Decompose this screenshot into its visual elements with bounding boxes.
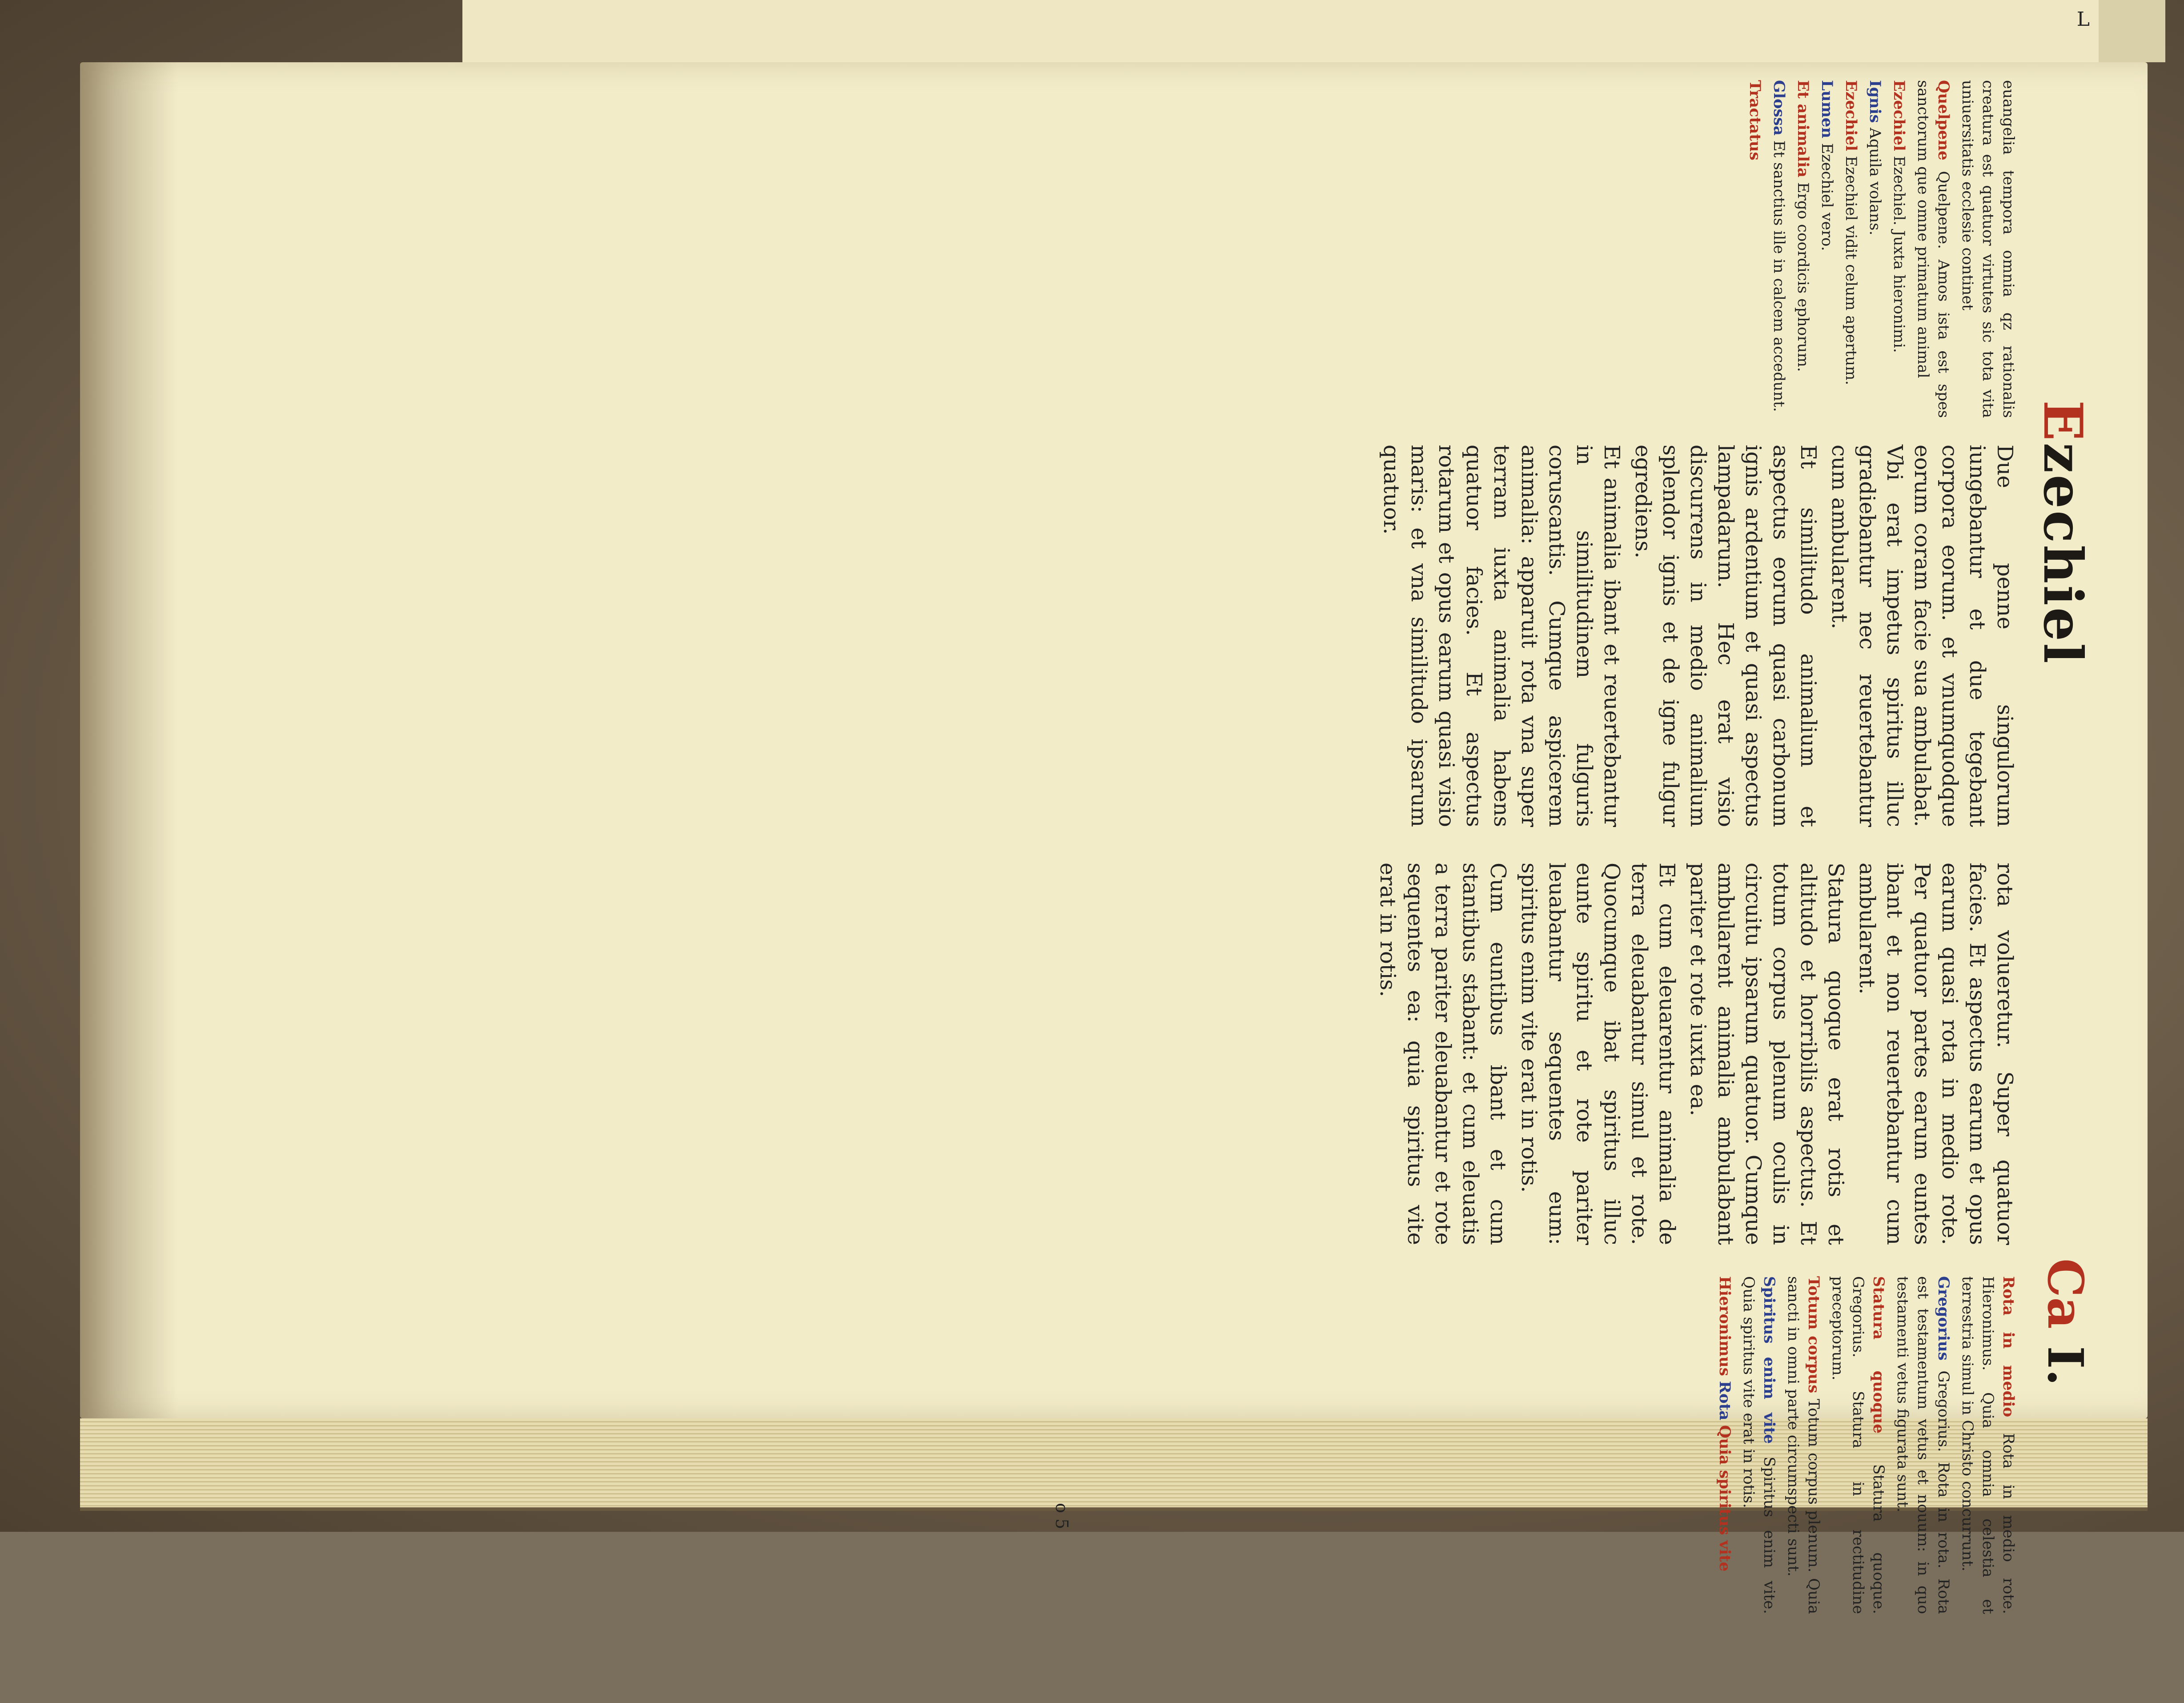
book-title [2031, 400, 2094, 665]
main-text-paragraph: Et animalia ibant et reuertebantur in similitudinem fulguris coruscantis. Cumque aspicerem animalia: apparuit rota vna super terram iuxta animalia habens quatuor facies. Et aspectus rotarum et opus earum quasi visio maris: et vna similitudo ipsarum quatuor. [1379, 445, 1624, 827]
gloss-paragraph [1745, 80, 1765, 418]
rubric-lemma: Hieronimus [1716, 1276, 1734, 1376]
main-text-paragraph: Et similitudo animalium et aspectus eorum quasi carbonum ignis ardentium et quasi aspectus lampadarum. Hec erat visio discurrens in medio animalium splendor ignis et de igne fulgur egrediens. [1630, 445, 1821, 827]
main-text-paragraph: Statura quoque erat rotis et altitudo et horribilis aspectus. Et totum corpus plenum oculis in circuitu ipsarum quatuor. Cumque ambularent animalia ambulabant pariter et rote iuxta ea. [1686, 863, 1848, 1245]
rubric-lemma: Ignis [1866, 80, 1884, 123]
gloss-paragraph: Rota in medio Rota in medio rote. Hieronimus. Quia omnia celestia et terrestria simul in Christo concurrunt. [1959, 1276, 2017, 1615]
gloss-paragraph: Totum corpus Totum corpus plenum. Quia sancti in omni parte circumspecti sunt. [1784, 1276, 1823, 1615]
chapter-label: Ca [2037, 1258, 2094, 1329]
rubric-lemma: Rota [1716, 1381, 1734, 1421]
gloss-paragraph: Et animalia Ergo coordicis ephorum. [1794, 80, 1812, 372]
gloss-paragraph: euangelia tempora omnia qz rationalis creatura est quatuor virtutes sic tota vita uniuersitatis ecclesie continet [1959, 80, 2017, 418]
rubric-lemma: Tractatus [1746, 80, 1764, 161]
book-title-initial: E [2031, 400, 2094, 443]
gloss-paragraph: Ignis Aquila volans. [1866, 80, 1884, 236]
previous-page-number: L [2076, 8, 2090, 31]
chapter-number: I. [2037, 1346, 2094, 1386]
gloss-paragraph: Lumen Ezechiel vero. [1818, 80, 1836, 251]
rubric-lemma: Spiritus enim vite [1760, 1276, 1778, 1444]
gloss-paragraph: Ezechiel Ezechiel vidit celum apertum. [1842, 80, 1860, 386]
rubric-lemma: Ezechiel [1842, 80, 1860, 151]
main-text-paragraph: Due penne singulorum iungebantur et due tegebant corpora eorum. et vnumquodque eorum coram facie sua ambulabat. Vbi erat impetus spiritus illuc gradiebantur nec reuertebantur cum ambularent. [1827, 445, 2017, 827]
chapter-heading [2037, 1258, 2094, 1386]
rubric-lemma: Quelpene [1935, 80, 1952, 161]
rubric-lemma: Quia spiritus vite [1716, 1425, 1734, 1572]
book-title-rest: zechiel [2031, 442, 2094, 665]
rubric-lemma: Statura quoque [1870, 1276, 1887, 1434]
rubric-lemma: Rota in medio [1999, 1276, 2017, 1418]
gloss-paragraph: Ezechiel Ezechiel. Juxta hieronimi. [1890, 80, 1908, 353]
main-text-paragraph: Cum euntibus ibant et cum stantibus stabant: et cum eleuatis a terra pariter eleuabantur et rote sequentes ea: quia spiritus vite erat in rotis. [1375, 863, 1510, 1245]
previous-page-edge [462, 0, 2116, 69]
main-text-paragraph: Et cum eleuarentur animalia de terra eleuabantur simul et rote. Quocumque ibat spiritus illuc eunte spiritu et rote pariter leuabantur sequentes eum: spiritus enim vite erat in rotis. [1517, 863, 1679, 1245]
rubric-lemma: Glossa [1770, 80, 1788, 136]
rubric-lemma: Totum corpus [1805, 1276, 1823, 1394]
page-content [489, 80, 2112, 1615]
gutter-shadow [80, 62, 178, 1418]
gloss-column-left [1741, 80, 2019, 418]
rubric-lemma: Ezechiel [1890, 80, 1908, 151]
main-text-column-right [1370, 863, 2019, 1245]
gloss-paragraph: Spiritus enim vite Spiritus enim vite. Quia spiritus vite erat in rotis. [1740, 1276, 1778, 1614]
gloss-paragraph [1714, 1276, 1735, 1614]
gloss-paragraph: Quelpene Quelpene. Amos ista est spes sanctorum que omne primatum animal [1914, 80, 1952, 418]
gloss-column-right [1711, 1276, 2019, 1614]
gloss-paragraph: Glossa Et sanctius ille in calcem accedunt. [1770, 80, 1788, 412]
main-text-column-left [1374, 445, 2019, 827]
running-head [2032, 80, 2094, 1703]
rubric-lemma: Gregorius [1935, 1276, 1952, 1361]
signature-mark: o 5 [1052, 1503, 1072, 1530]
gloss-paragraph: Gregorius Gregorius. Rota in rota. Rota est testamentum vetus et nouum: in quo testamenti vetus figurata sunt. [1894, 1276, 1952, 1614]
gloss-paragraph: Statura quoque Statura quoque. Gregorius. Statura in rectitudine preceptorum. [1829, 1276, 1887, 1615]
previous-page-corner [2099, 0, 2165, 62]
rubric-lemma: Et animalia [1794, 80, 1812, 177]
main-text-paragraph: rota volueretur. Super quatuor facies. Et aspectus earum et opus earum quasi rota in medio rote. Per quatuor partes earum euntes ibant et non reuertebantur cum ambularent. [1855, 863, 2017, 1245]
rubric-lemma: Lumen [1818, 80, 1836, 138]
